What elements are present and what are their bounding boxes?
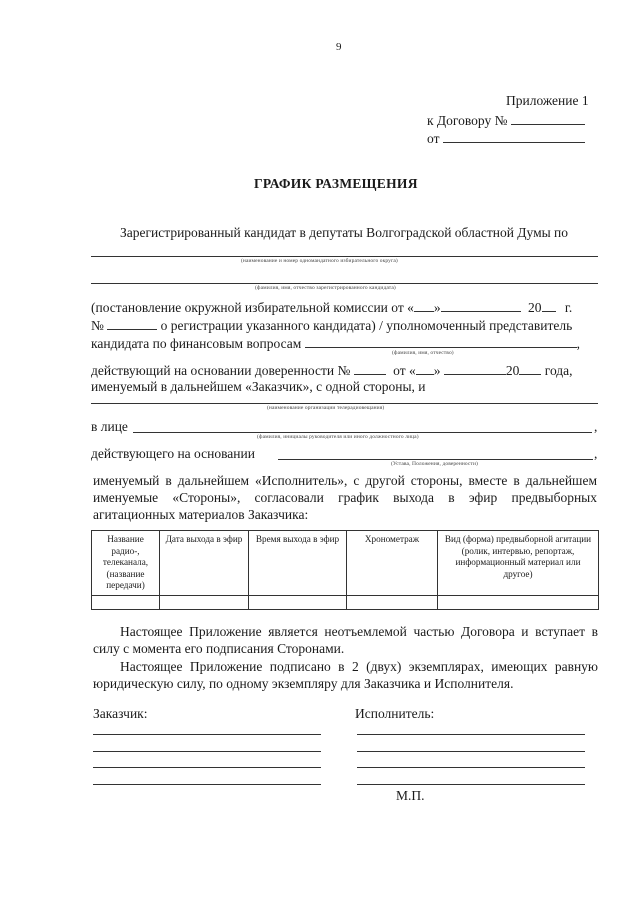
contract-number-line [427,111,585,129]
resolution-line-2 [91,316,572,334]
cell-air-time[interactable] [249,596,347,610]
schedule-header-row [92,531,599,596]
schedule-empty-row[interactable] [92,596,599,610]
contract-date-blank [443,129,585,143]
cell-air-date[interactable] [160,596,249,610]
customer-sign-line-1[interactable] [93,734,321,735]
executor-sign-line-1[interactable] [357,734,585,735]
executor-sign-line-4[interactable] [357,784,585,785]
header-air-date: Дата выхода в эфир [160,531,249,596]
in-person-label: в лице [91,419,128,434]
proxy-year-suffix: года, [544,363,573,378]
proxy-no-blank [354,361,386,375]
resolution-line-1 [91,298,572,316]
proxy-line [91,361,573,379]
resolution-year-blank [542,298,556,312]
acting-basis-label: действующего на основании [91,446,255,461]
resolution-day-blank [414,298,434,312]
resolution-text-line-2: о регистрации указанного кандидата) / уполномоченный представитель [160,318,573,333]
closing-p2-line-1: Настоящее Приложение подписано в 2 (двух) экземплярах, имеющих равную [120,659,598,674]
candidate-caption: (фамилия, имя, отчество зарегистрированного кандидата) [255,285,396,291]
resolution-line-3: кандидата по финансовым вопросам , [91,336,581,351]
proxy-month-blank [444,361,506,375]
proxy-year-label: 20 [505,363,520,378]
closing-p1-line-1: Настоящее Приложение является неотъемлемой частью Договора и вступает в [120,624,598,639]
resolution-month-blank [441,298,521,312]
seal-label: М.П. [396,788,425,803]
proxy-quote-close: » [433,363,441,378]
proxy-text: действующий на основании доверенности № [91,363,351,378]
customer-sign-line-2[interactable] [93,751,321,752]
page-number: 9 [336,41,342,53]
header-duration: Хронометраж [347,531,438,596]
financial-rep-label: кандидата по финансовым вопросам [91,336,302,351]
customer-sign-line-4[interactable] [93,784,321,785]
proxy-day-blank [416,361,434,375]
closing-p1-line-2: силу с момента его подписания Сторонами. [93,641,345,656]
head-caption: (фамилия, инициалы руководителя или иного должностного лица) [257,434,419,440]
customer-signature-label: Заказчик: [93,706,148,721]
executor-sign-line-3[interactable] [357,767,585,768]
org-blank [91,403,598,404]
header-agitation-type: Вид (форма) предвыборной агитации (ролик, интервью, репортаж, информационный материал или другое) [438,531,599,596]
candidate-blank [91,283,598,284]
executor-line-1: именуемый в дальнейшем «Исполнитель», с другой стороны, вместе в дальнейшем [93,473,597,488]
header-air-time: Время выхода в эфир [249,531,347,596]
acting-basis-comma: , [594,446,598,461]
page-title: ГРАФИК РАЗМЕЩЕНИЯ [254,176,418,191]
in-person-comma: , [594,419,598,434]
resolution-no-blank [107,316,157,330]
cell-duration[interactable] [347,596,438,610]
schedule-table [91,530,599,610]
proxy-year-blank [519,361,541,375]
district-caption: (наименование и номер одномандатного избирательного округа) [241,258,398,264]
appendix-label: Приложение 1 [506,93,589,108]
district-blank [91,256,598,257]
intro-line-1: Зарегистрированный кандидат в депутаты Волгоградской областной Думы по [120,225,569,240]
resolution-year-label: 20 [528,300,542,315]
resolution-no-label: № [91,318,104,333]
resolution-year-suffix: г. [564,300,573,315]
executor-line-3: агитационных материалов Заказчика: [93,507,309,522]
executor-line-2: именуемые «Стороны», согласовали график выхода в эфир предвыборных [93,490,597,505]
in-person-blank [133,432,592,433]
executor-signature-label: Исполнитель: [355,706,435,721]
proxy-from-label: от « [393,363,416,378]
contract-number-blank [511,111,585,125]
closing-p2-line-2: юридическую силу, по одному экземпляру для Заказчика и Исполнителя. [93,676,514,691]
contract-date-label: от [427,131,440,146]
executor-sign-line-2[interactable] [357,751,585,752]
org-caption: (наименование организации телерадиовещания) [267,405,385,411]
header-channel: Название радио-, телеканала, (название передачи) [92,531,160,596]
financial-rep-blank [305,334,577,348]
resolution-text-a: (постановление окружной избирательной комиссии от « [91,300,414,315]
fio-caption: (фамилия, имя, отчество) [392,350,454,356]
resolution-text-b: » [433,300,441,315]
acting-basis-blank [278,459,593,460]
cell-agitation-type[interactable] [438,596,599,610]
contract-number-label: к Договору № [427,113,508,128]
customer-sign-line-3[interactable] [93,767,321,768]
contract-date-line [427,129,585,147]
charter-caption: (Устава, Положения, доверенности) [391,461,478,467]
cell-channel[interactable] [92,596,160,610]
customer-line: именуемый в дальнейшем «Заказчик», с одной стороны, и [91,379,426,394]
